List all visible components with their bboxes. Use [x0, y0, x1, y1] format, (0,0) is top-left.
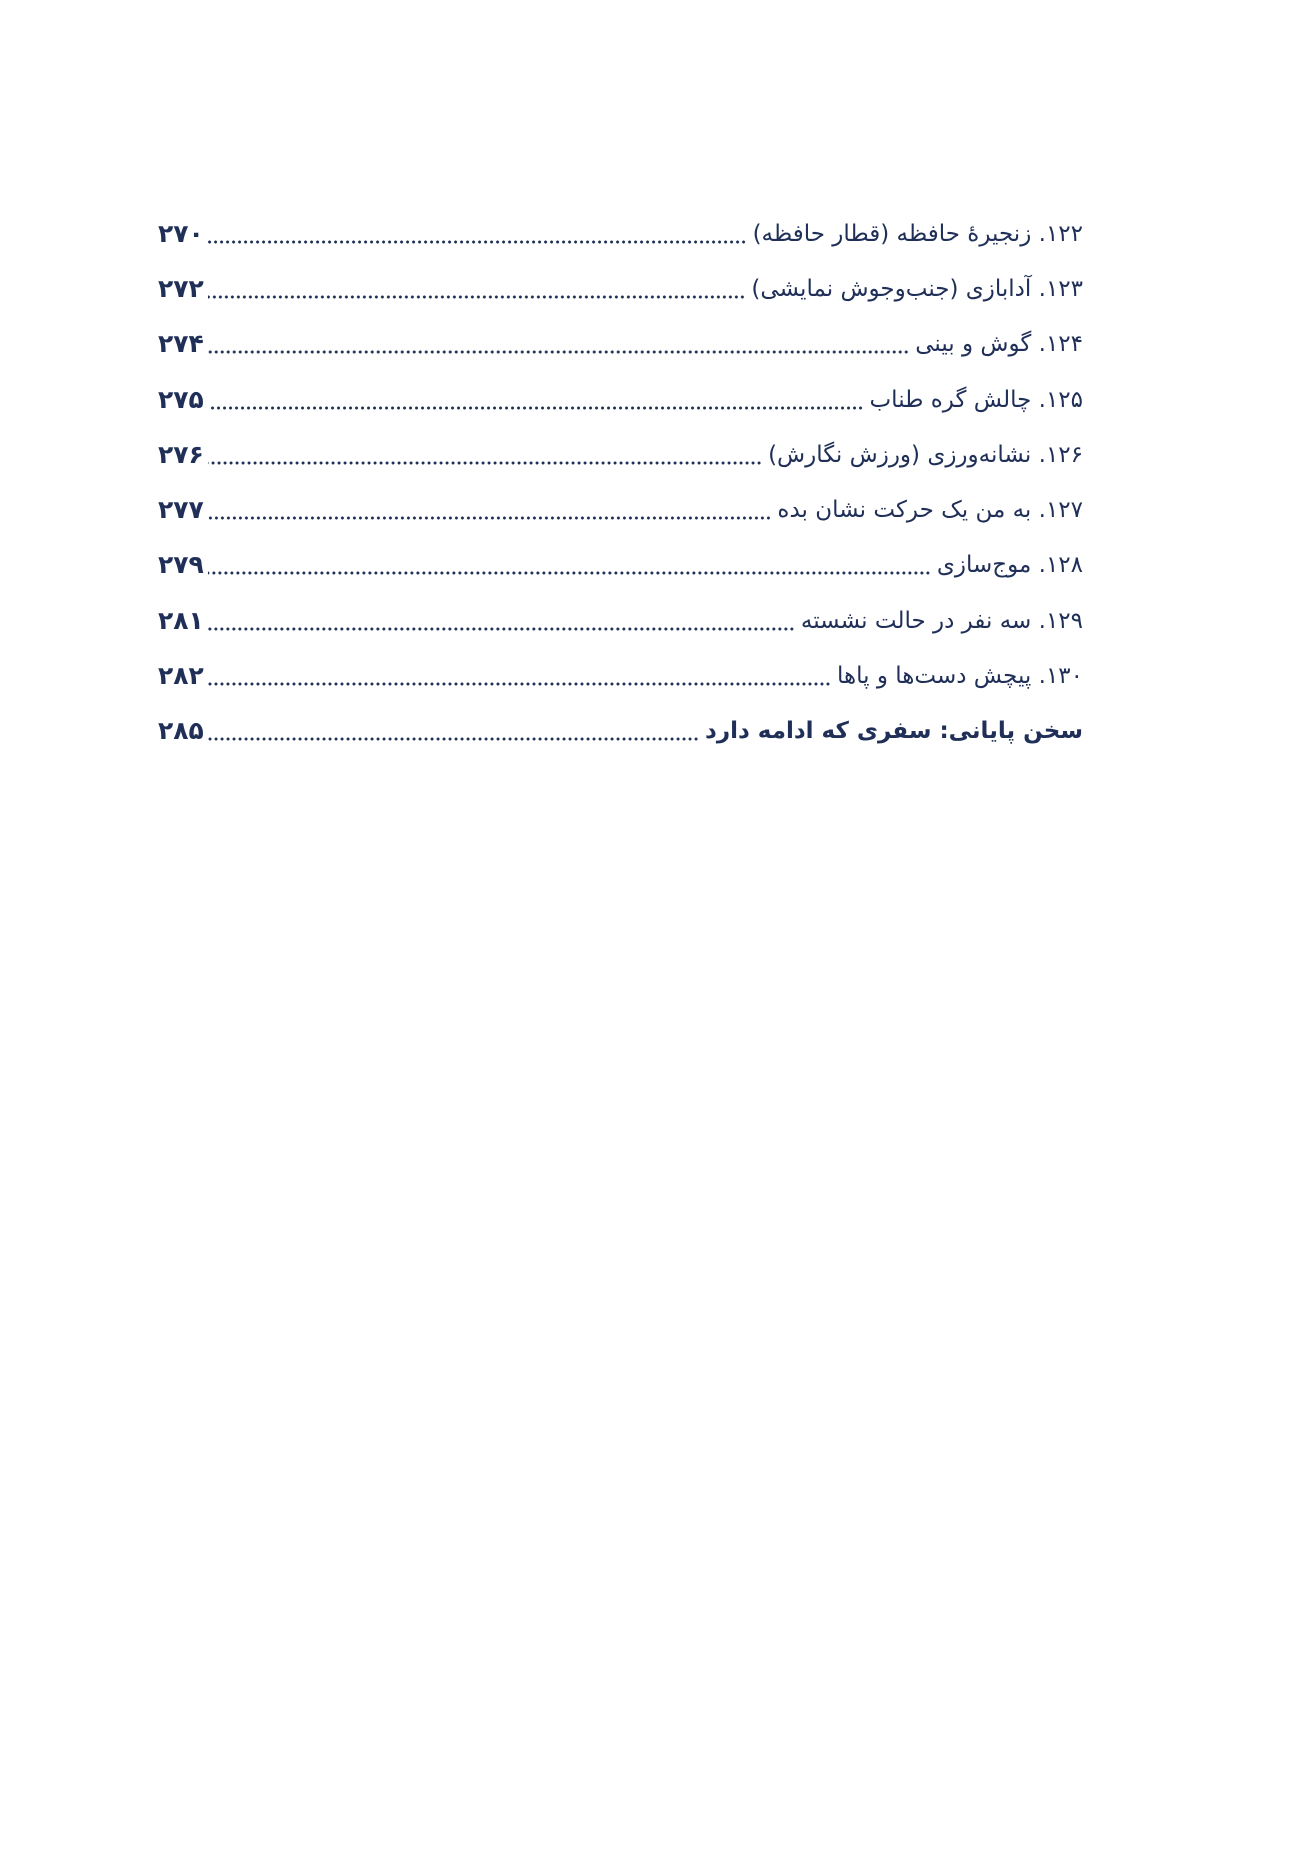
toc-entry-title: ۱۲۳. آدابازی (جنب‌وجوش نمایشی) — [751, 275, 1083, 302]
toc-entry-title: ۱۲۷. به من یک حرکت نشان بده — [777, 497, 1083, 524]
toc-entry-title: سخن پایانی: سفری که ادامه دارد — [705, 718, 1083, 745]
toc-entry-page-number: ۲۷۶ — [158, 439, 204, 469]
toc-entry-page-number: ۲۷۰ — [158, 218, 204, 248]
toc-entry-epilogue[interactable] — [158, 704, 1083, 759]
toc-entry-page-number: ۲۷۲ — [158, 273, 204, 303]
dot-leader — [208, 227, 747, 245]
toc-entry-page-number: ۲۷۷ — [158, 495, 204, 525]
toc-entry-title: ۱۲۹. سه نفر در حالت نشسته — [800, 607, 1083, 634]
dot-leader — [208, 282, 745, 300]
toc-entry-page-number: ۲۸۱ — [158, 605, 204, 635]
toc-entry-title: ۱۲۸. موج‌سازی — [936, 552, 1083, 579]
dot-leader — [208, 337, 909, 355]
toc-entry-123[interactable] — [158, 261, 1083, 316]
dot-leader — [208, 724, 699, 742]
toc-entry-page-number: ۲۷۴ — [158, 329, 204, 359]
toc-entry-title: ۱۳۰. پیچش دست‌ها و پاها — [836, 663, 1083, 690]
toc-entry-title: ۱۲۲. زنجیرۀ حافظه (قطار حافظه) — [752, 220, 1083, 247]
toc-entry-124[interactable] — [158, 317, 1083, 372]
toc-entry-page-number: ۲۷۹ — [158, 550, 204, 580]
dot-leader — [208, 669, 831, 687]
toc-entry-title: ۱۲۵. چالش گره طناب — [869, 386, 1083, 413]
toc-entry-127[interactable] — [158, 482, 1083, 537]
toc-entry-title: ۱۲۶. نشانه‌ورزی (ورزش نگارش) — [768, 441, 1083, 468]
dot-leader — [208, 448, 762, 466]
toc-entry-129[interactable] — [158, 593, 1083, 648]
toc-entry-page-number: ۲۷۵ — [158, 384, 204, 414]
toc-entry-title: ۱۲۴. گوش و بینی — [915, 331, 1083, 358]
table-of-contents — [158, 206, 1083, 759]
toc-entry-128[interactable] — [158, 538, 1083, 593]
toc-entry-130[interactable] — [158, 648, 1083, 703]
toc-entry-page-number: ۲۸۲ — [158, 661, 204, 691]
toc-entry-125[interactable] — [158, 372, 1083, 427]
dot-leader — [208, 503, 771, 521]
dot-leader — [208, 614, 795, 632]
dot-leader — [208, 393, 864, 411]
toc-entry-126[interactable] — [158, 427, 1083, 482]
toc-entry-122[interactable] — [158, 206, 1083, 261]
dot-leader — [208, 558, 931, 576]
toc-entry-page-number: ۲۸۵ — [158, 716, 204, 746]
